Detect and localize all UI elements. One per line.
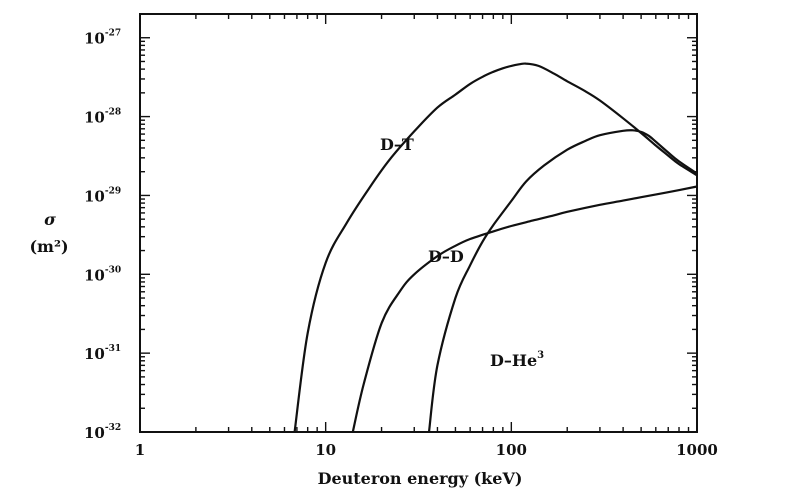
curve-dhe3	[429, 130, 697, 432]
label-dd: D–D	[428, 247, 464, 266]
y-tick-base: 10	[84, 29, 105, 48]
y-tick-exp: -29	[104, 186, 122, 197]
x-axis-title: Deuteron energy (keV)	[317, 469, 523, 488]
y-axis-unit: (m²)	[29, 237, 69, 256]
y-tick-label	[84, 29, 121, 48]
label-dhe3-sup: 3	[537, 350, 545, 361]
curve-dd	[353, 187, 697, 433]
axis-ticks	[140, 14, 697, 432]
y-tick-label	[84, 186, 121, 205]
x-tick-label: 1000	[676, 441, 718, 459]
x-tick-label: 100	[495, 441, 527, 459]
y-axis-symbol: σ	[44, 210, 56, 229]
y-tick-exp: -28	[104, 107, 122, 118]
curves	[295, 64, 697, 432]
y-tick-base: 10	[84, 345, 105, 364]
y-tick-exp: -27	[104, 28, 122, 39]
label-dhe3-base: D–He	[490, 351, 538, 370]
y-tick-labels	[84, 29, 121, 442]
y-tick-base: 10	[84, 187, 105, 206]
curve-dt	[295, 64, 697, 432]
y-tick-label	[84, 423, 121, 442]
x-tick-label: 10	[315, 441, 337, 459]
y-tick-base: 10	[84, 108, 105, 127]
y-tick-base: 10	[84, 266, 105, 285]
label-dt: D–T	[380, 135, 414, 154]
plot-frame	[140, 14, 697, 432]
y-tick-exp: -30	[104, 265, 122, 276]
x-tick-labels	[135, 441, 718, 459]
y-tick-exp: -32	[104, 423, 122, 433]
y-tick-base: 10	[84, 424, 105, 442]
y-tick-label	[84, 108, 121, 127]
x-tick-label: 1	[134, 441, 146, 459]
label-dhe3	[490, 350, 544, 370]
y-tick-label	[84, 265, 121, 284]
y-tick-exp: -31	[104, 344, 122, 355]
y-tick-label	[84, 344, 121, 363]
